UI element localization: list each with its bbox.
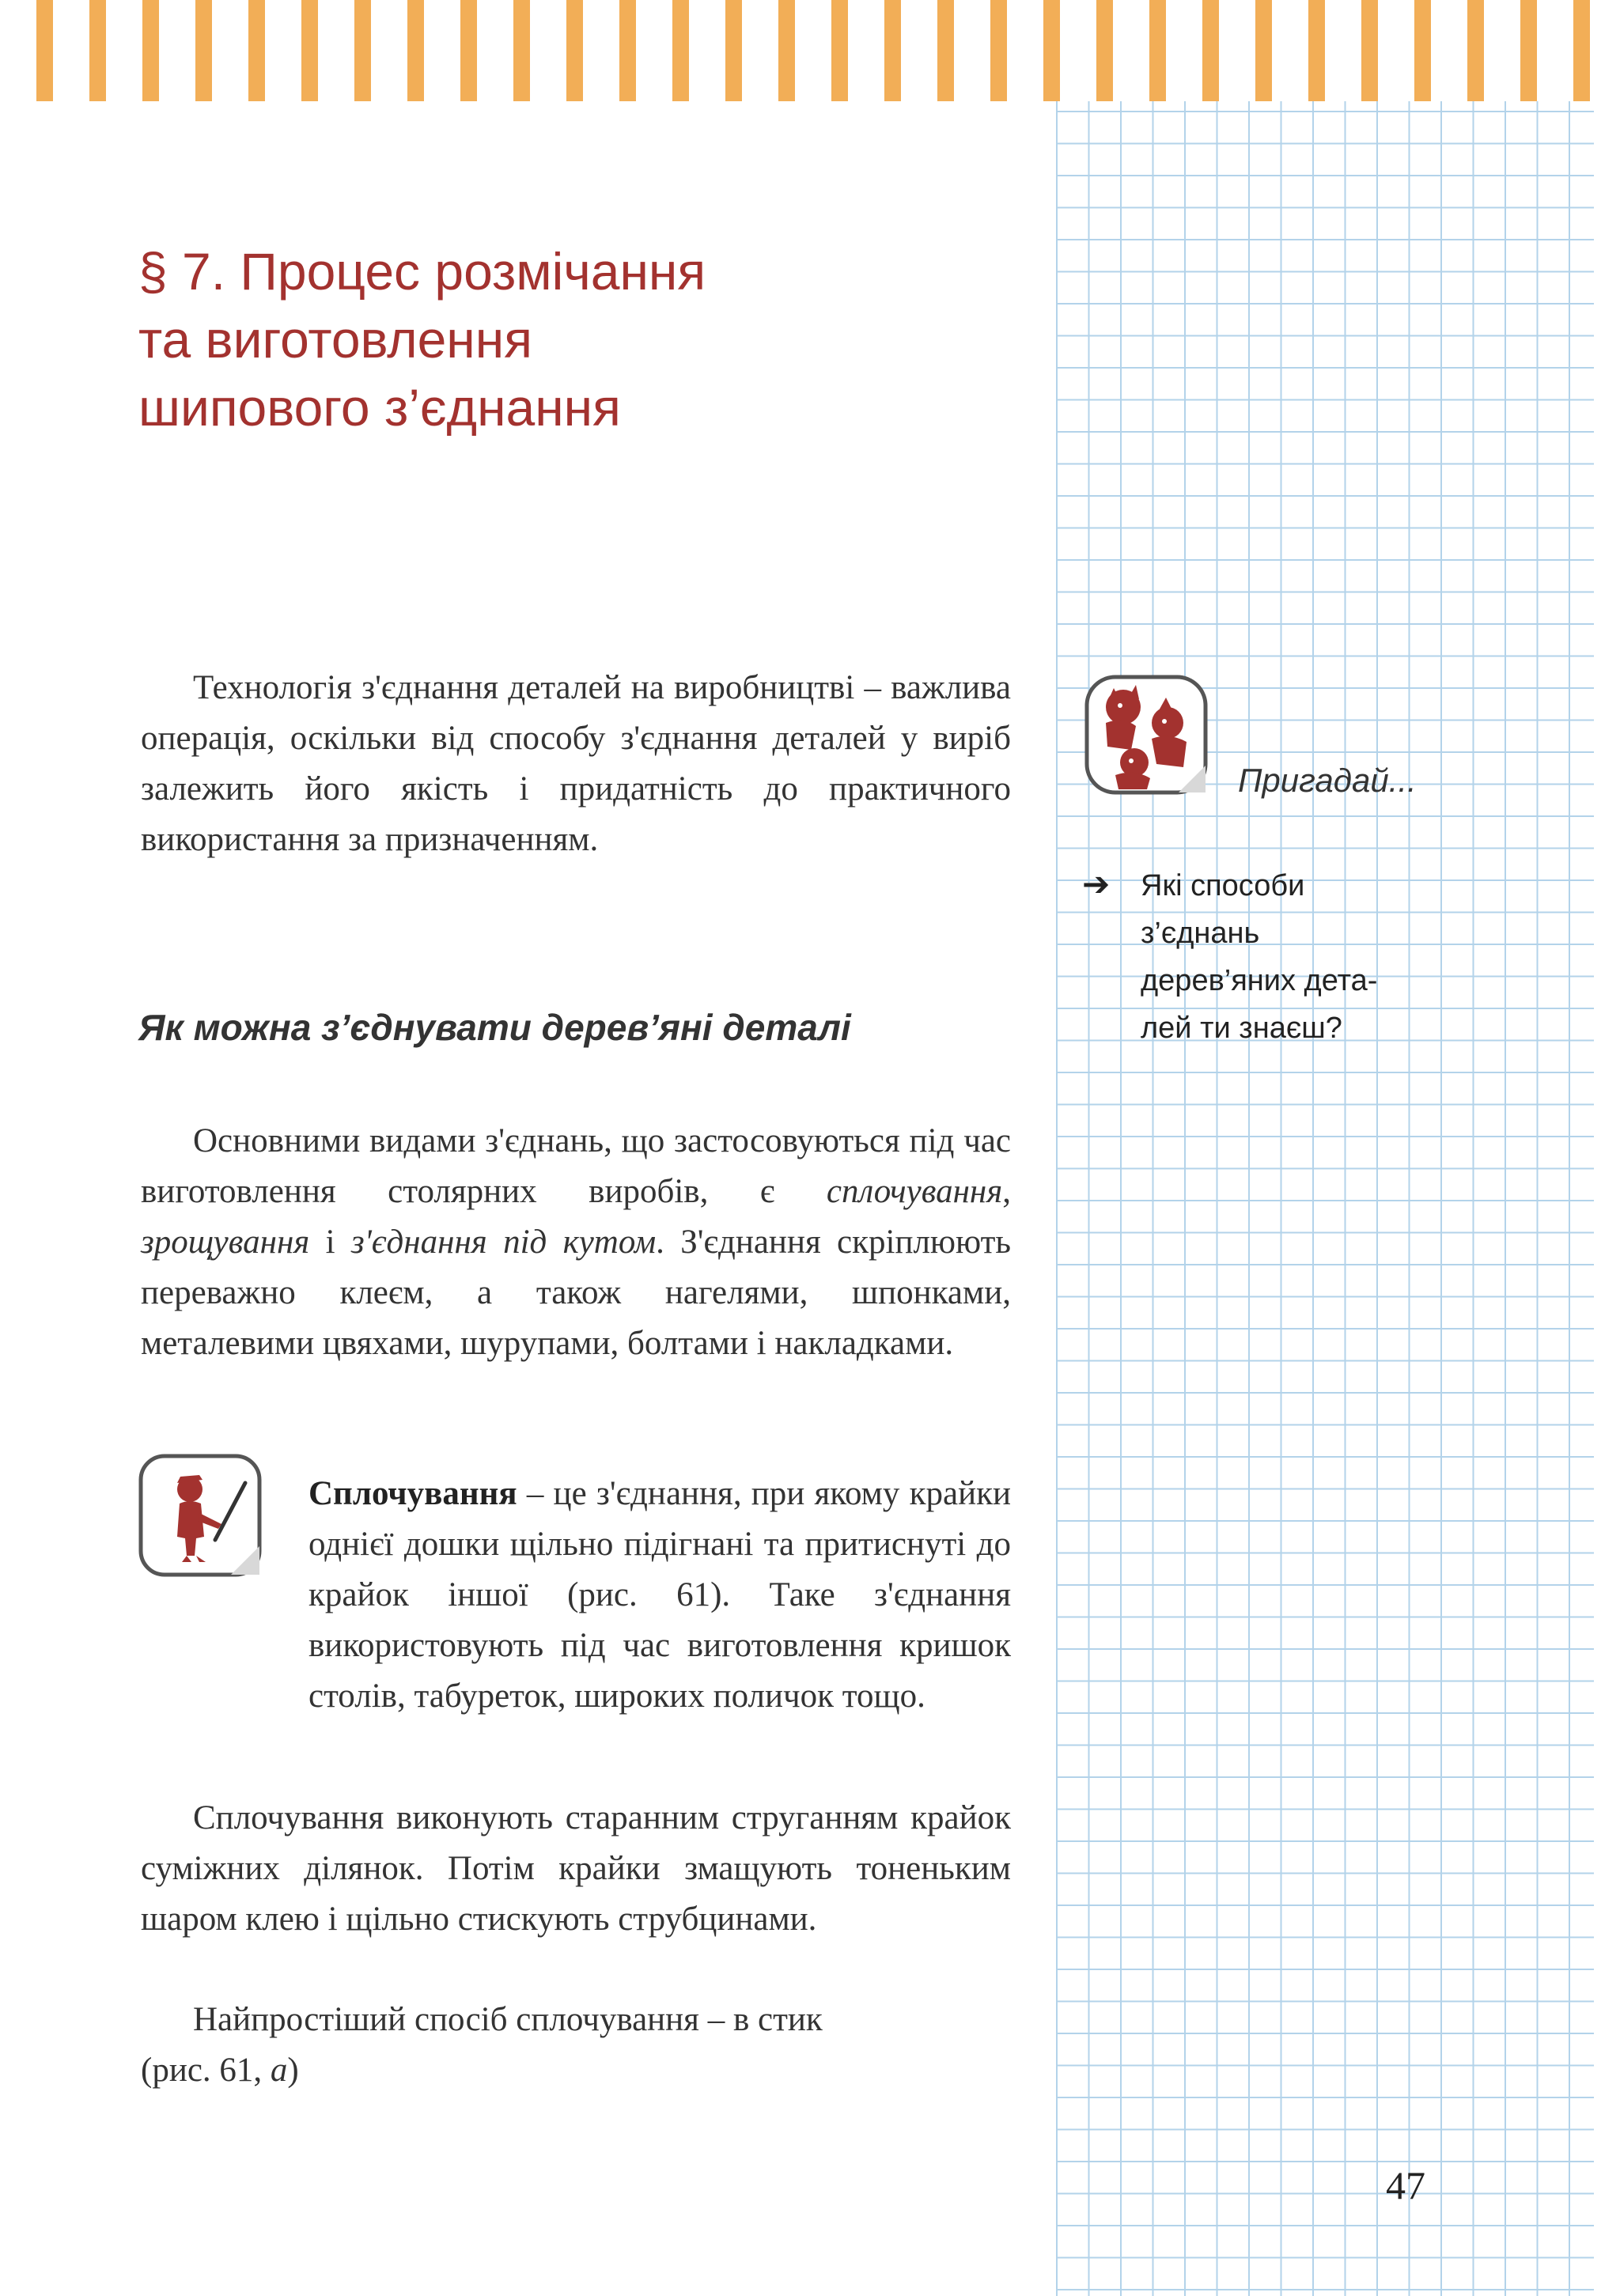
remind-characters-icon bbox=[1084, 674, 1210, 797]
question-line-2: з’єднань bbox=[1141, 917, 1260, 950]
figure-ref-letter: а bbox=[270, 2052, 288, 2089]
arrow-right-icon: ➔ bbox=[1082, 864, 1111, 903]
figure-ref: (рис. 61, bbox=[141, 2052, 271, 2089]
question-line-4: лей ти знаєш? bbox=[1141, 1012, 1342, 1045]
title-line-1: § 7. Процес розмічання bbox=[138, 242, 706, 301]
term-angle-joint: з'єднання під кутом bbox=[350, 1224, 657, 1261]
remind-question bbox=[1141, 862, 1441, 1052]
joints-text-1: Основними видами з'єднань, що застосовуються під час виготовлення столярних виробів, є bbox=[141, 1122, 1011, 1210]
term-lengthening: зрощування bbox=[141, 1224, 310, 1261]
simplest-paragraph bbox=[141, 1995, 1011, 2096]
figure-ref-close: ) bbox=[287, 2052, 299, 2089]
separator: і bbox=[309, 1224, 351, 1261]
stripe-edge bbox=[1593, 0, 1620, 101]
intro-text: Технологія з'єднання деталей на виробництві – важлива операція, оскільки від способу з'єднання деталей у виріб залежить його якість і придатність до практичного використання за призначенням. bbox=[141, 669, 1011, 858]
definition-term: Сплочування bbox=[308, 1475, 517, 1512]
separator: , bbox=[1002, 1173, 1011, 1210]
question-line-3: дерев’яних дета- bbox=[1141, 964, 1378, 997]
method-text: Сплочування виконують старанним струганням крайок суміжних ділянок. Потім крайки змащують тоненьким шаром клею і щільно стискують струбцинами. bbox=[141, 1799, 1011, 1938]
definition-paragraph bbox=[308, 1469, 1011, 1722]
method-paragraph bbox=[141, 1793, 1011, 1945]
intro-paragraph bbox=[141, 663, 1011, 865]
joints-text-2: . З'єднання скріплюють переважно клеєм, а також нагелями, шпонками, металевими цвяхами, шурупами, болтами і накладками. bbox=[141, 1224, 1012, 1362]
page-number: 47 bbox=[1386, 2163, 1425, 2207]
question-line-1: Які способи bbox=[1141, 869, 1305, 902]
joints-paragraph bbox=[141, 1116, 1011, 1369]
title-line-3: шипового з’єднання bbox=[138, 378, 621, 437]
section-heading: Як можна з’єднувати дерев’яні деталі bbox=[138, 1007, 851, 1048]
graph-paper-sidebar bbox=[1056, 101, 1594, 2296]
remind-label: Пригадай... bbox=[1238, 762, 1417, 799]
term-splicing: сплочування bbox=[826, 1173, 1003, 1210]
simplest-text: Найпростіший спосіб сплочування – в стик bbox=[193, 2001, 823, 2038]
title-line-2: та виготовлення bbox=[138, 310, 532, 369]
definition-pencil-icon bbox=[136, 1451, 267, 1583]
page-title bbox=[138, 237, 1009, 441]
definition-text: – це з'єднання, при якому крайки однієї дошки щільно підігнані та притиснуті до крайок іншої (рис. 61). Таке з'єднання використовують під час виготовлення кришок столів, табуреток, широких поличок тощо. bbox=[308, 1475, 1011, 1715]
decorative-top-stripes bbox=[0, 0, 1620, 101]
